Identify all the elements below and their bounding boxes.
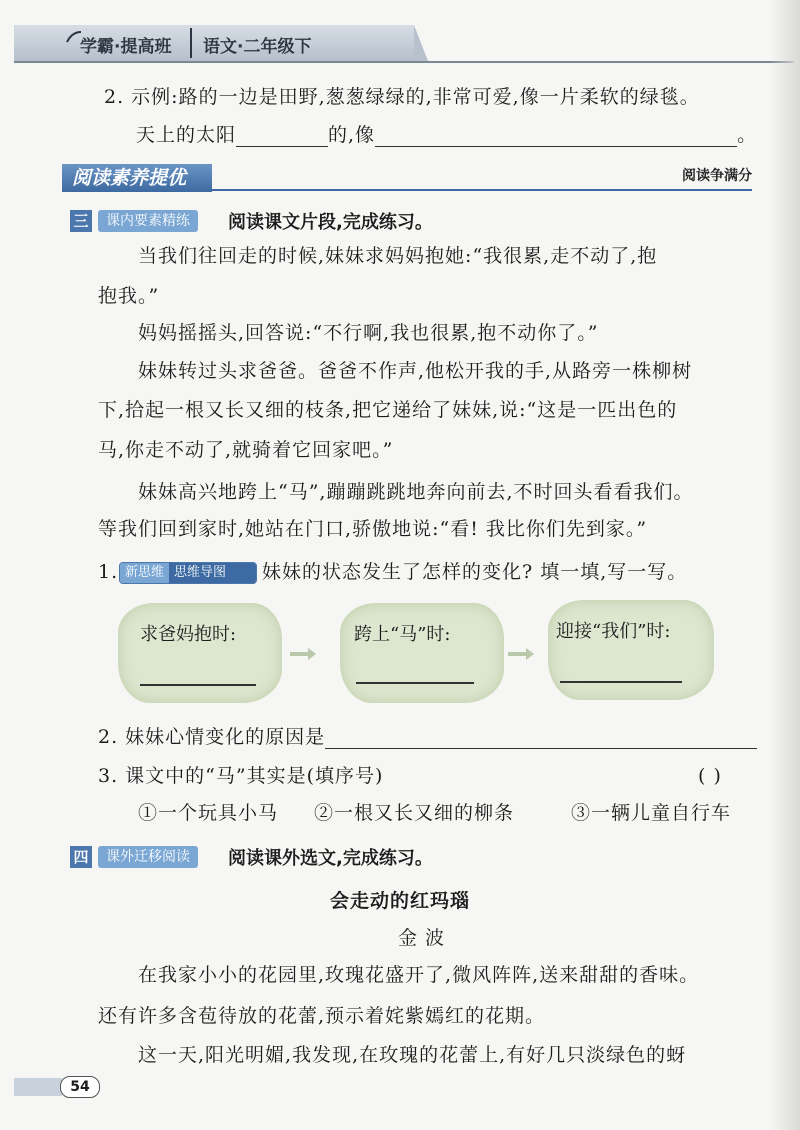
cloud-label-3: 迎接“我们”时: xyxy=(556,621,671,642)
fill-part-a: 天上的太阳 xyxy=(136,124,237,146)
passage-line: 妹妹转过头求爸爸。爸爸不作声,他松开我的手,从路旁一株柳树 xyxy=(138,360,693,382)
part-number: 四 xyxy=(70,846,92,868)
header-series: 学霸·提高班 xyxy=(80,37,172,57)
option-2: ②一根又长又细的柳条 xyxy=(314,802,515,824)
question-1-number: 1. xyxy=(98,561,119,583)
header-separator xyxy=(190,28,192,58)
section-banner-line xyxy=(212,189,752,191)
section-right-label: 阅读争满分 xyxy=(682,168,752,184)
mindmap-cloud-1 xyxy=(118,603,282,703)
passage-line: 还有许多含苞待放的花蕾,预示着姹紫嫣红的花期。 xyxy=(98,1005,546,1027)
page-curl-shadow xyxy=(770,0,800,1130)
part-tag: 课外迁移阅读 xyxy=(98,846,198,868)
page-number-bar xyxy=(14,1078,62,1096)
question-3-answer-paren[interactable]: ( ) xyxy=(698,765,722,787)
part-instruction: 阅读课文片段,完成练习。 xyxy=(228,212,433,233)
answer-blank-2[interactable] xyxy=(375,126,737,147)
passage-line: 抱我。” xyxy=(98,285,160,307)
fill-sentence xyxy=(136,123,757,147)
passage-line: 妹妹高兴地跨上“马”,蹦蹦跳跳地奔向前去,不时回头看看我们。 xyxy=(138,481,694,503)
header-subject: 语文·二年级下 xyxy=(203,37,312,57)
cloud-answer-blank-3[interactable] xyxy=(560,681,682,683)
page-number: 54 xyxy=(60,1076,100,1098)
fill-part-b: 的,像 xyxy=(328,124,376,146)
question-3-text: 3. 课文中的“马”其实是(填序号) xyxy=(98,765,384,787)
passage-line: 妈妈摇摇头,回答说:“不行啊,我也很累,抱不动你了。” xyxy=(138,322,599,344)
option-3: ③一辆儿童自行车 xyxy=(571,802,732,824)
passage-line: 这一天,阳光明媚,我发现,在玫瑰的花蕾上,有好几只淡绿色的蚜 xyxy=(138,1044,687,1066)
part-instruction: 阅读课外选文,完成练习。 xyxy=(228,848,433,869)
part-tag: 课内要素精练 xyxy=(98,210,198,232)
passage-line: 马,你走不动了,就骑着它回家吧。” xyxy=(98,439,394,461)
mindmap-cloud-3 xyxy=(548,600,714,700)
example-sentence: 2. 示例:路的一边是田野,葱葱绿绿的,非常可爱,像一片柔软的绿毯。 xyxy=(104,86,700,108)
part-number: 三 xyxy=(70,210,92,232)
option-1: ①一个玩具小马 xyxy=(138,802,279,824)
cloud-answer-blank-2[interactable] xyxy=(356,682,474,684)
question-2-text: 2. 妹妹心情变化的原因是 xyxy=(98,726,326,748)
answer-blank-1[interactable] xyxy=(236,126,328,147)
cloud-answer-blank-1[interactable] xyxy=(140,684,256,686)
section-banner: 阅读素养提优 xyxy=(62,164,212,192)
passage-line: 在我家小小的花园里,玫瑰花盛开了,微风阵阵,送来甜甜的香味。 xyxy=(138,964,700,986)
badge-new-thinking: 新思维 xyxy=(120,563,169,583)
cloud-label-1: 求爸妈抱时: xyxy=(140,624,237,645)
arrow-right-icon xyxy=(290,648,316,660)
passage-line: 下,拾起一根又长又细的枝条,把它递给了妹妹,说:“这是一匹出色的 xyxy=(98,399,678,421)
passage-line: 等我们回到家时,她站在门口,骄傲地说:“看! 我比你们先到家。” xyxy=(98,518,648,540)
question-1-text: 妹妹的状态发生了怎样的变化? 填一填,写一写。 xyxy=(262,561,688,583)
question-2-answer-blank[interactable] xyxy=(325,728,757,749)
badge-mind-map: 思维导图 xyxy=(169,563,256,583)
arrow-right-icon xyxy=(508,648,534,660)
cloud-label-2: 跨上“马”时: xyxy=(354,624,451,645)
passage-line: 当我们往回走的时候,妹妹求妈妈抱她:“我很累,走不动了,抱 xyxy=(138,245,658,267)
fill-end: 。 xyxy=(737,124,758,146)
header-divider xyxy=(14,61,794,63)
article-title: 会走动的红玛瑙 xyxy=(329,890,470,912)
new-thinking-badge xyxy=(119,562,257,584)
mindmap-cloud-2 xyxy=(340,603,504,703)
article-author: 金 波 xyxy=(398,927,446,949)
question-2 xyxy=(98,725,757,749)
